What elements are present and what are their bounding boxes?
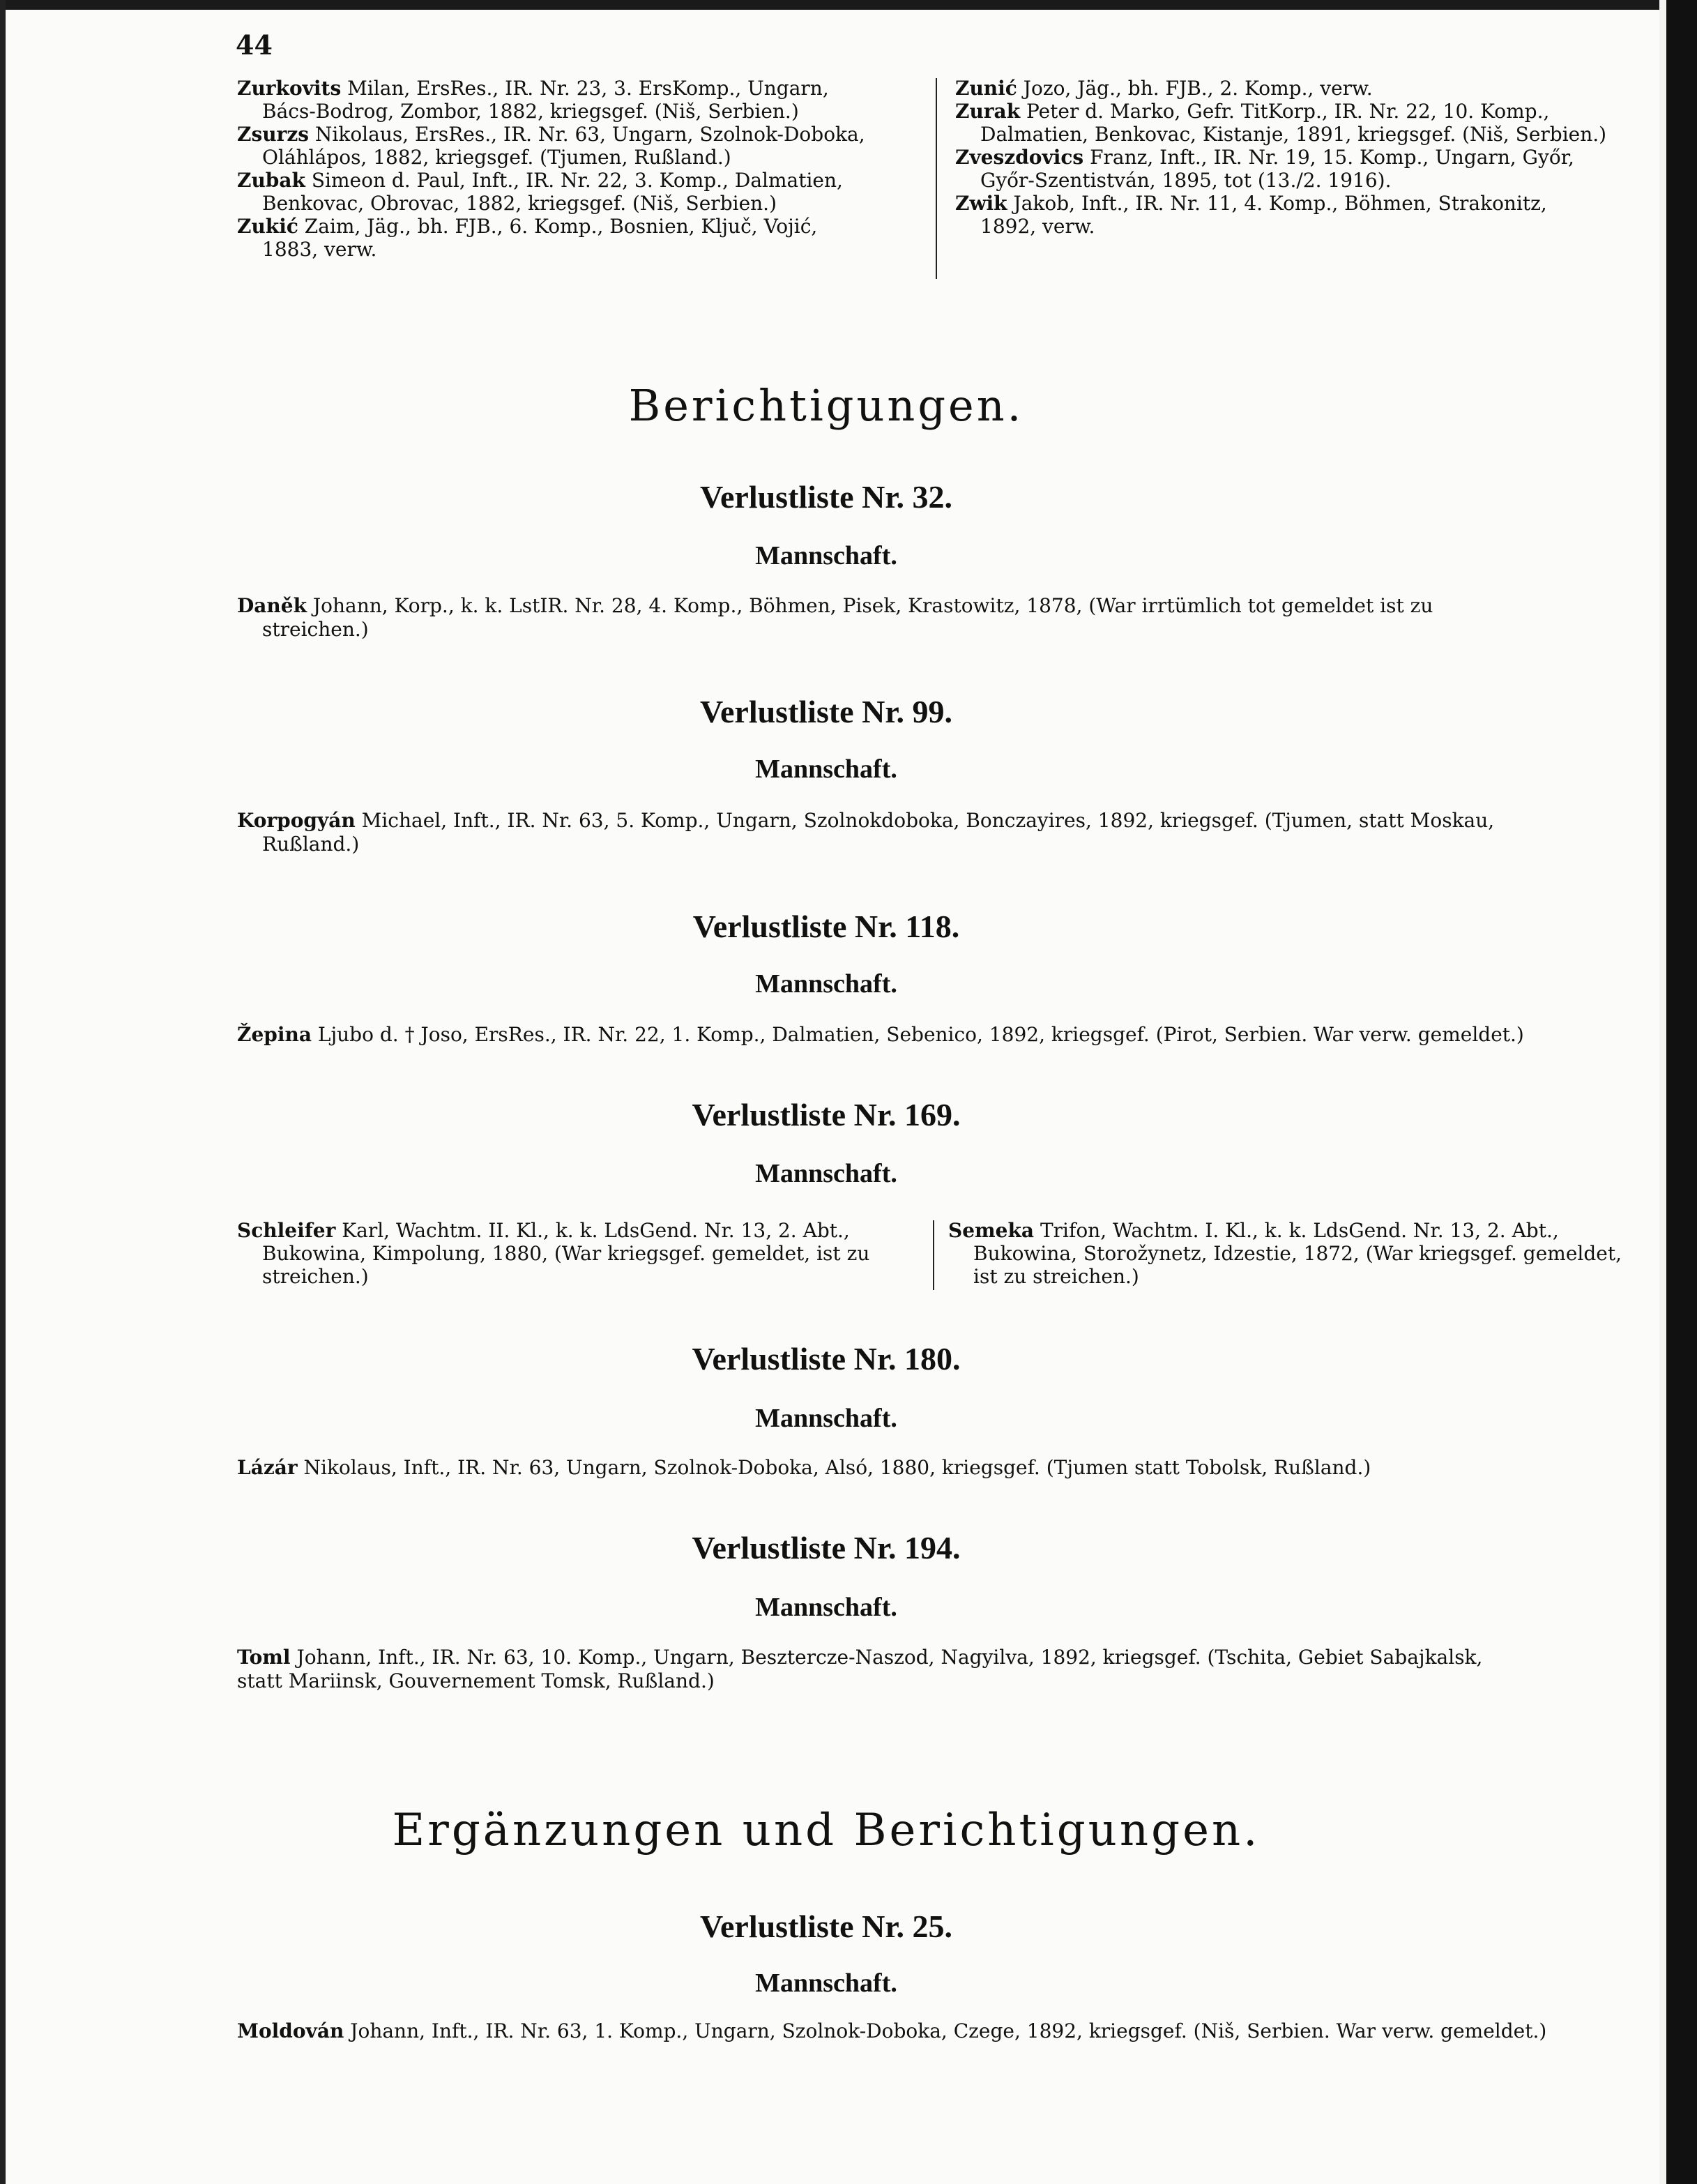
list-heading: Verlustliste Nr. 32.: [699, 479, 953, 515]
entry-text: Zaim, Jäg., bh. FJB., 6. Komp., Bosnien, Ključ, Vojić,: [304, 215, 818, 238]
mannschaft-label: Mannschaft.: [755, 1593, 897, 1622]
section-title-ergaenzungen: Ergänzungen und Berichtigungen.: [392, 1805, 1261, 1856]
entry-name: Zurak: [955, 100, 1021, 123]
entry-name: Daněk: [237, 594, 307, 617]
mannschaft-label: Mannschaft.: [755, 1159, 897, 1188]
scan-border-left: [0, 0, 6, 2184]
entry-continuation: Bács-Bodrog, Zombor, 1882, kriegsgef. (Niš, Serbien.): [262, 100, 799, 123]
column-divider: [936, 78, 937, 279]
mannschaft-label: Mannschaft.: [755, 1404, 897, 1433]
entry-text: Simeon d. Paul, Inft., IR. Nr. 22, 3. Komp., Dalmatien,: [311, 169, 843, 192]
entry-continuation: 1892, verw.: [980, 215, 1095, 238]
entry-name: Korpogyán: [237, 809, 356, 832]
entry-name: Lázár: [237, 1456, 298, 1479]
list-entry: [237, 2019, 1597, 2043]
scan-gap-right: [1659, 0, 1666, 2184]
entry-name: Moldován: [237, 2019, 344, 2042]
entry-text: Milan, ErsRes., IR. Nr. 23, 3. ErsKomp., Ungarn,: [347, 77, 829, 100]
entry-continuation: Oláhlápos, 1882, kriegsgef. (Tjumen, Rußland.): [262, 146, 731, 169]
entry-text: Johann, Korp., k. k. LstIR. Nr. 28, 4. Komp., Böhmen, Pisek, Krastowitz, 1878, (War irrtümlich tot gemeldet ist zu: [312, 594, 1433, 617]
entry-continuation: statt Mariinsk, Gouvernement Tomsk, Rußland.): [237, 1669, 715, 1692]
entry-continuation: Bukowina, Storožynetz, Idzestie, 1872, (War kriegsgef. gemeldet, ist zu streichen.): [973, 1242, 1622, 1288]
entry-name: Semeka: [948, 1219, 1035, 1242]
entry-name: Zukić: [237, 215, 298, 238]
entry-name: Schleifer: [237, 1219, 336, 1242]
entry-text: Michael, Inft., IR. Nr. 63, 5. Komp., Ungarn, Szolnokdoboka, Bonczayires, 1892, kriegsgef. (Tjumen, statt Moskau,: [361, 809, 1495, 832]
entry-text: Jakob, Inft., IR. Nr. 11, 4. Komp., Böhmen, Strakonitz,: [1013, 192, 1547, 215]
entry-text: Trifon, Wachtm. I. Kl., k. k. LdsGend. Nr. 13, 2. Abt.,: [1040, 1219, 1559, 1242]
entry-continuation: Bukowina, Kimpolung, 1880, (War kriegsgef. gemeldet, ist zu streichen.): [262, 1242, 870, 1288]
list-entry: [237, 1219, 917, 1288]
mannschaft-label: Mannschaft.: [755, 969, 897, 999]
entry-continuation: 1883, verw.: [262, 238, 377, 261]
entry-name: Zwik: [955, 192, 1007, 215]
list-entry: [237, 215, 917, 261]
entry-continuation: Győr-Szentistván, 1895, tot (13./2. 1916).: [980, 169, 1392, 192]
entry-text: Karl, Wachtm. II. Kl., k. k. LdsGend. Nr. 13, 2. Abt.,: [342, 1219, 850, 1242]
list-entry: [237, 123, 917, 169]
list-heading: Verlustliste Nr. 194.: [692, 1530, 961, 1565]
entry-continuation: Dalmatien, Benkovac, Kistanje, 1891, kriegsgef. (Niš, Serbien.): [980, 123, 1607, 146]
list-entry: [955, 77, 1638, 100]
entry-name: Zurkovits: [237, 77, 342, 100]
list-entry: [955, 146, 1638, 192]
list-entry: [237, 594, 1597, 642]
scan-border-right: [1666, 0, 1697, 2184]
entry-text: Peter d. Marko, Gefr. TitKorp., IR. Nr. 22, 10. Komp.,: [1026, 100, 1550, 123]
page-number: 44: [236, 29, 273, 61]
entry-text: Jozo, Jäg., bh. FJB., 2. Komp., verw.: [1023, 77, 1373, 100]
entry-text: Ljubo d. † Joso, ErsRes., IR. Nr. 22, 1. Komp., Dalmatien, Sebenico, 1892, kriegsgef. (Pirot, Serbien. War verw. gemeldet.): [317, 1023, 1524, 1046]
column-divider: [933, 1220, 934, 1290]
list-entry: [237, 809, 1597, 856]
list-entry: [237, 1456, 1597, 1480]
list-heading: Verlustliste Nr. 169.: [692, 1097, 961, 1132]
list-entry: [237, 1646, 1597, 1693]
list-heading: Verlustliste Nr. 180.: [692, 1341, 961, 1377]
list-entry: [955, 192, 1638, 238]
list-entry: [237, 169, 917, 215]
entry-text: Franz, Inft., IR. Nr. 19, 15. Komp., Ungarn, Győr,: [1090, 146, 1574, 169]
entry-text: Johann, Inft., IR. Nr. 63, 10. Komp., Ungarn, Besztercze-Naszod, Nagyilva, 1892, kriegsgef. (Tschita, Gebiet Sabajkalsk,: [296, 1646, 1483, 1669]
entry-name: Zsurzs: [237, 123, 309, 146]
entry-continuation: streichen.): [262, 618, 369, 641]
section-title-berichtigungen: Berichtigungen.: [628, 380, 1024, 431]
scan-border-top: [0, 0, 1697, 10]
entry-name: Zunić: [955, 77, 1017, 100]
list-entry: [237, 1023, 1597, 1047]
entry-text: Nikolaus, ErsRes., IR. Nr. 63, Ungarn, Szolnok-Doboka,: [314, 123, 865, 146]
top-entries-right-column: [955, 77, 1638, 238]
list-entry: [955, 100, 1638, 146]
entry-name: Zveszdovics: [955, 146, 1084, 169]
entry-name: Toml: [237, 1646, 291, 1669]
entry-continuation: Rußland.): [262, 833, 360, 856]
list-heading: Verlustliste Nr. 99.: [699, 694, 953, 729]
mannschaft-label: Mannschaft.: [755, 754, 897, 784]
list-heading: Verlustliste Nr. 118.: [692, 909, 960, 944]
list-entry: [948, 1219, 1631, 1288]
mannschaft-label: Mannschaft.: [755, 541, 897, 570]
entry-continuation: Benkovac, Obrovac, 1882, kriegsgef. (Niš, Serbien.): [262, 192, 777, 215]
entry-name: Zubak: [237, 169, 305, 192]
top-entries-left-column: [237, 77, 917, 261]
entry-text: Johann, Inft., IR. Nr. 63, 1. Komp., Ungarn, Szolnok-Doboka, Czege, 1892, kriegsgef. (Niš, Serbien. War verw. gemeldet.): [350, 2019, 1547, 2042]
list-entry: [237, 77, 917, 123]
mannschaft-label: Mannschaft.: [755, 1969, 897, 1998]
entry-text: Nikolaus, Inft., IR. Nr. 63, Ungarn, Szolnok-Doboka, Alsó, 1880, kriegsgef. (Tjumen statt Tobolsk, Rußland.): [303, 1456, 1371, 1479]
list-heading: Verlustliste Nr. 25.: [699, 1909, 953, 1944]
entry-name: Žepina: [237, 1023, 312, 1046]
